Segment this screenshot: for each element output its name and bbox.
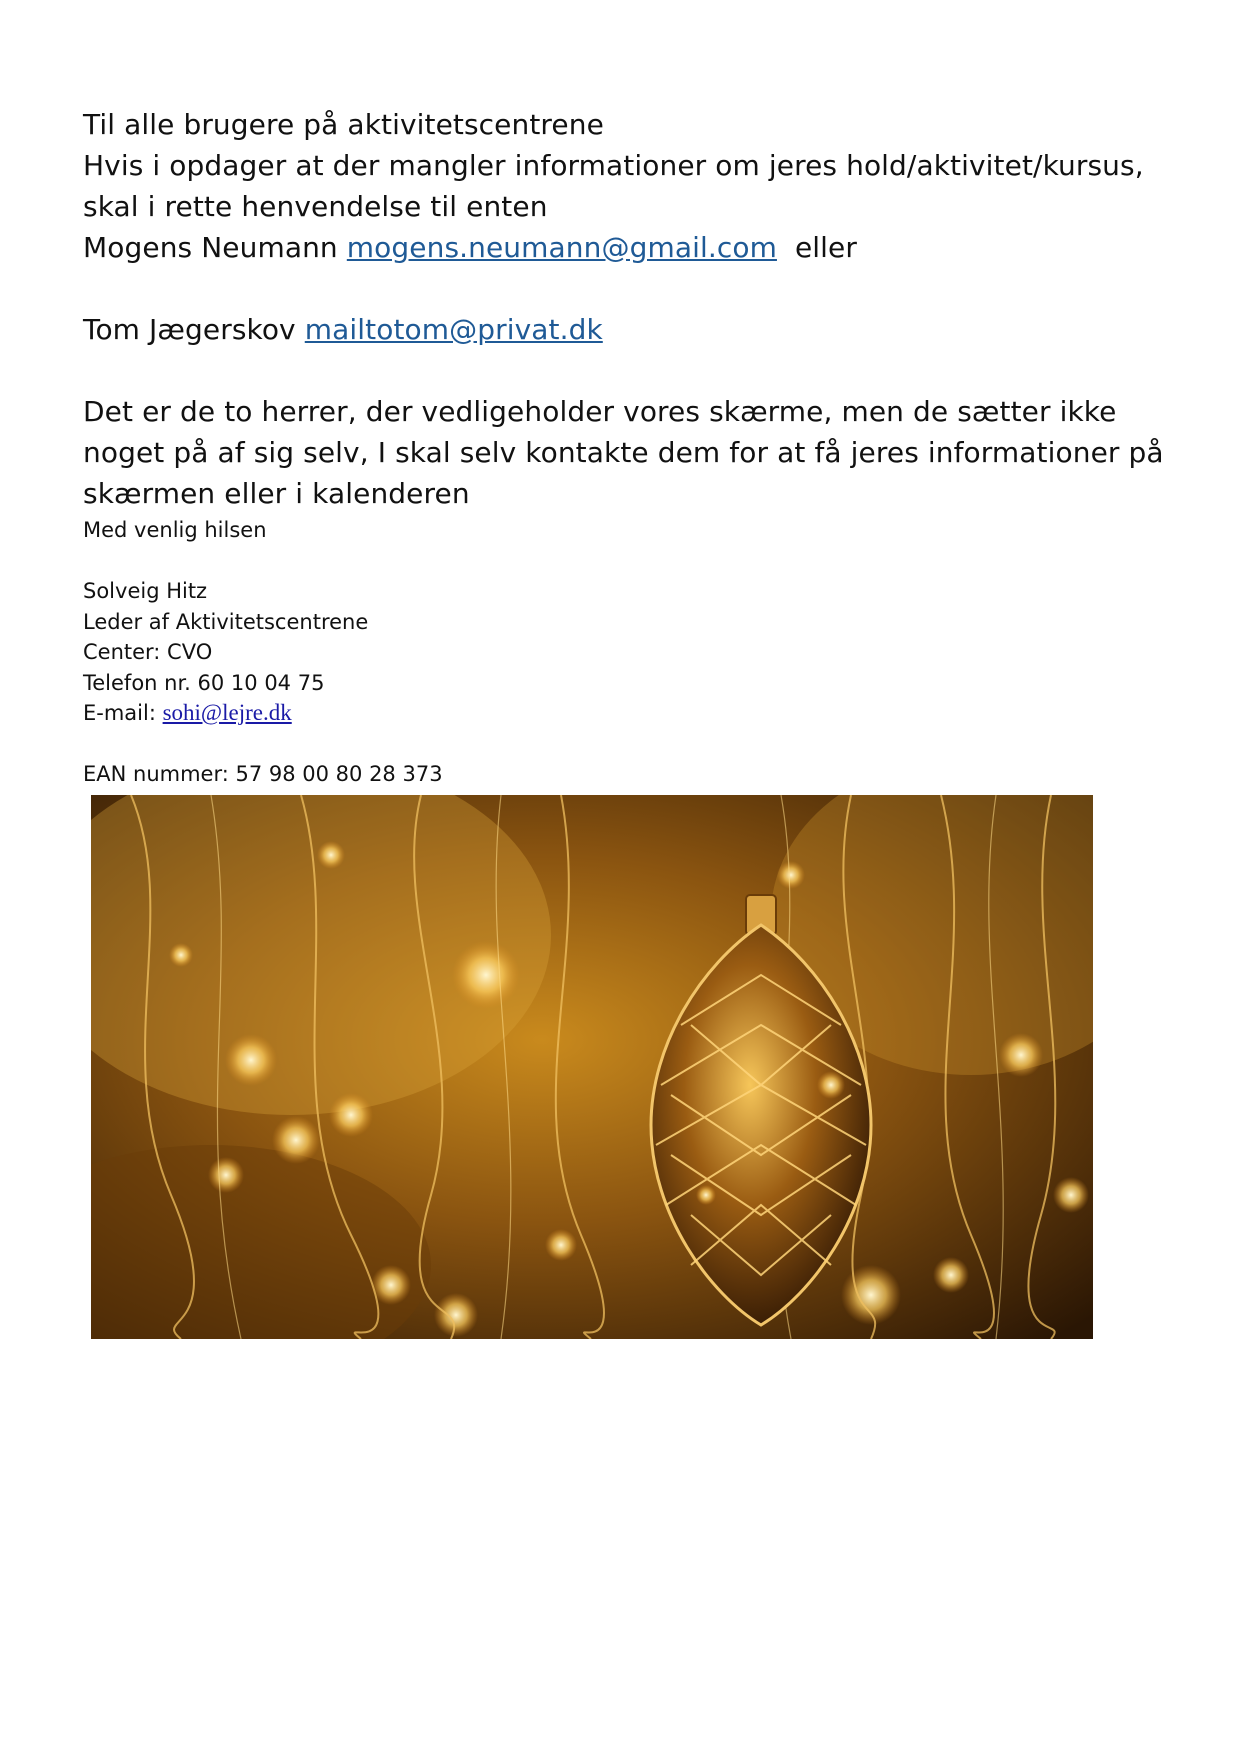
- intro-line-1: Til alle brugere på aktivitetscentrene: [83, 108, 604, 141]
- greeting: [83, 515, 983, 546]
- greeting-text: Med venlig hilsen: [83, 518, 267, 542]
- email-link-tom[interactable]: mailtotom@privat.dk: [304, 313, 603, 346]
- signature-name: Solveig Hitz: [83, 579, 208, 603]
- signature-role: Leder af Aktivitetscentrene: [83, 609, 369, 634]
- contact-line-tom: [83, 309, 1183, 350]
- christmas-ornament-photo: [91, 795, 1093, 1339]
- body-line-3: skærmen eller i kalenderen: [83, 477, 470, 510]
- body-line-2: noget på af sig selv, I skal selv kontakte dem for at få jeres informationer på: [83, 436, 1164, 469]
- contact-suffix: eller: [794, 231, 857, 264]
- body-paragraph: [83, 391, 1183, 514]
- intro-line-2: Hvis i opdager at der mangler informationer om jeres hold/aktivitet/kursus,: [83, 149, 1144, 182]
- contact-line-mogens: [83, 227, 1183, 268]
- contact-name-tom: Tom Jægerskov: [83, 313, 296, 346]
- signature-email-link[interactable]: sohi@lejre.dk: [162, 700, 292, 725]
- signature-email-line: [83, 698, 983, 729]
- signature-email-label: E-mail:: [83, 701, 163, 725]
- ean-number: EAN nummer: 57 98 00 80 28 373: [83, 762, 443, 786]
- body-line-1: Det er de to herrer, der vedligeholder vores skærme, men de sætter ikke: [83, 395, 1117, 428]
- contact-name-mogens: Mogens Neumann: [83, 231, 338, 264]
- email-link-mogens[interactable]: mogens.neumann@gmail.com: [346, 231, 777, 264]
- signature-block: [83, 576, 983, 729]
- intro-line-3: skal i rette henvendelse til enten: [83, 190, 548, 223]
- signature-center: Center: CVO: [83, 640, 213, 664]
- ean-line: [83, 759, 983, 790]
- signature-phone: Telefon nr. 60 10 04 75: [83, 670, 325, 695]
- contact-paragraph-tom: [83, 309, 1183, 350]
- intro-paragraph: [83, 104, 1183, 268]
- ornament-illustration: [91, 795, 1093, 1339]
